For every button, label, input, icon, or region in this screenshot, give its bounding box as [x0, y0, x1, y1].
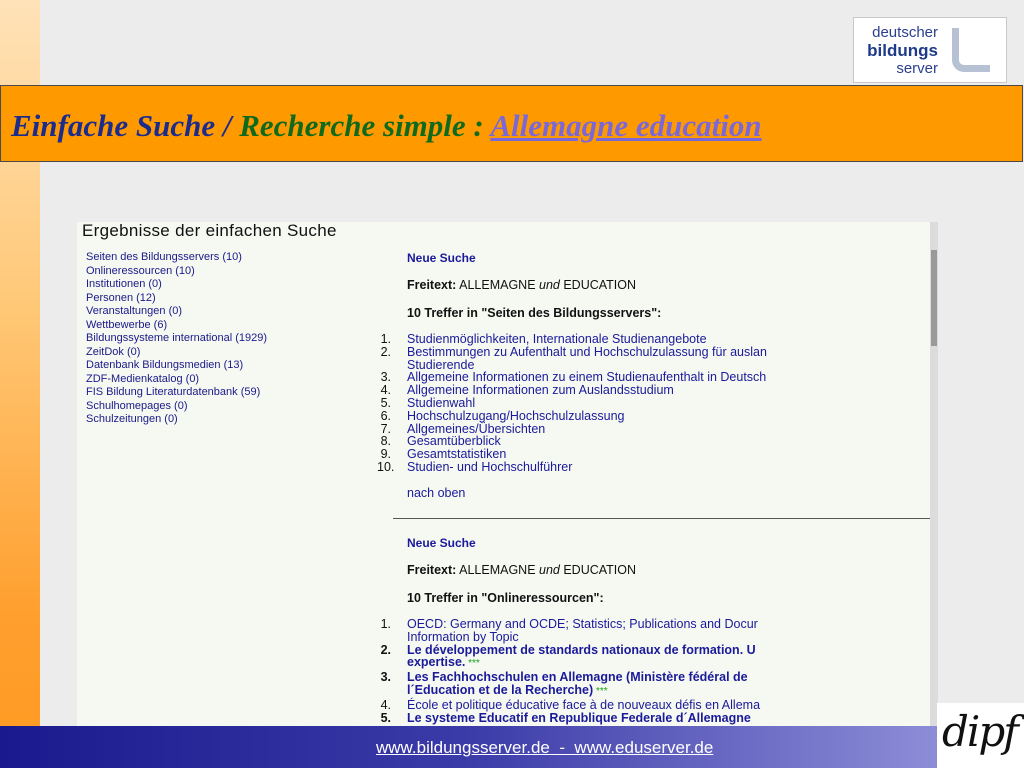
- results-heading: Ergebnisse der einfachen Suche: [82, 222, 337, 240]
- title-search-term-link[interactable]: Allemagne education: [490, 108, 762, 143]
- category-link[interactable]: Veranstaltungen (0): [86, 305, 183, 317]
- result-number: 4.: [380, 697, 391, 712]
- result-category-list: [86, 251, 267, 427]
- category-link[interactable]: ZeitDok (0): [86, 345, 141, 358]
- result-item[interactable]: [377, 461, 767, 474]
- freitext-term-2: EDUCATION: [559, 563, 637, 577]
- freitext-label: Freitext:: [407, 563, 457, 577]
- result-title[interactable]: Allgemeine Informationen zum Auslandsstudium: [407, 383, 674, 398]
- result-item-continuation[interactable]: [377, 684, 760, 699]
- result-number: 2.: [380, 642, 391, 657]
- logo-corner-mark: [952, 28, 990, 72]
- result-title[interactable]: expertise.: [407, 655, 466, 670]
- vertical-scrollbar[interactable]: [930, 222, 938, 726]
- result-number: 3.: [380, 670, 391, 685]
- rating-stars: ***: [465, 658, 480, 670]
- category-link[interactable]: ZDF-Medienkatalog (0): [86, 372, 200, 385]
- freitext-term-2: EDUCATION: [559, 278, 637, 292]
- freitext-operator: und: [539, 278, 560, 292]
- results-block-onlineressourcen: [377, 507, 930, 726]
- category-link[interactable]: Seiten des Bildungsservers (10): [86, 251, 242, 263]
- footer-bar: [0, 726, 1024, 768]
- result-title[interactable]: Bestimmungen zu Aufenthalt und Hochschulzulassung für auslan: [407, 344, 767, 359]
- slide-title: [11, 108, 762, 144]
- title-recherche-simple: Recherche simple :: [239, 108, 491, 143]
- result-title[interactable]: École et politique éducative face à de nouveaux défis en Allema: [407, 697, 761, 712]
- result-number: 3.: [380, 370, 391, 385]
- neue-suche-link[interactable]: Neue Suche: [407, 536, 476, 550]
- result-number: 1.: [380, 617, 391, 631]
- search-results-screenshot: [77, 222, 938, 726]
- logo-line-3: server: [896, 60, 938, 77]
- result-number: 5.: [380, 710, 391, 725]
- result-title[interactable]: Le développement de standards nationaux de formation. U: [407, 642, 756, 657]
- result-title[interactable]: Studien- und Hochschulführer: [407, 459, 573, 474]
- result-title[interactable]: Allgemeine Informationen zu einem Studienaufenthalt in Deutsch: [407, 370, 767, 385]
- freitext-line: [407, 278, 636, 292]
- category-link[interactable]: Datenbank Bildungsmedien (13): [86, 359, 244, 371]
- neue-suche-link[interactable]: Neue Suche: [407, 251, 476, 265]
- result-title[interactable]: Studienmöglichkeiten, Internationale Studienangebote: [407, 332, 707, 346]
- result-title[interactable]: Information by Topic: [407, 629, 519, 644]
- freitext-line: [407, 563, 636, 577]
- category-link[interactable]: Institutionen (0): [86, 278, 162, 290]
- result-item[interactable]: [377, 712, 760, 725]
- result-title[interactable]: Le systeme Educatif en Republique Federale d´Allemagne: [407, 710, 751, 725]
- logo-line-2: bildungs: [867, 41, 938, 60]
- category-link[interactable]: Schulzeitungen (0): [86, 413, 178, 425]
- result-title[interactable]: OECD: Germany and OCDE; Statistics; Publications and Docur: [407, 617, 758, 631]
- scrollbar-thumb[interactable]: [931, 250, 937, 346]
- result-list: [377, 618, 760, 724]
- deutscher-bildungsserver-logo: [853, 17, 1007, 83]
- results-block-bildungsserver: [377, 222, 930, 512]
- result-number: 2.: [380, 344, 391, 359]
- result-title[interactable]: Allgemeines/Übersichten: [407, 421, 546, 436]
- result-number: 5.: [380, 395, 391, 410]
- freitext-operator: und: [539, 563, 560, 577]
- result-number: 1.: [380, 332, 391, 346]
- footer-links[interactable]: www.bildungsserver.de - www.eduserver.de: [376, 738, 714, 757]
- category-link[interactable]: Schulhomepages (0): [86, 399, 188, 412]
- result-list: [377, 333, 767, 474]
- category-link[interactable]: Bildungssysteme international (1929): [86, 332, 267, 344]
- category-link[interactable]: Onlineressourcen (10): [86, 264, 195, 277]
- result-number: 4.: [380, 383, 391, 398]
- rating-stars: ***: [593, 685, 608, 697]
- result-number: 9.: [380, 447, 391, 462]
- result-number: 10.: [377, 459, 395, 474]
- category-link[interactable]: FIS Bildung Literaturdatenbank (59): [86, 386, 261, 398]
- freitext-term-1: ALLEMAGNE: [456, 563, 540, 577]
- result-title[interactable]: Studierende: [407, 357, 475, 372]
- result-title[interactable]: Studienwahl: [407, 395, 476, 410]
- title-einfache-suche: Einfache Suche: [11, 108, 216, 143]
- freitext-term-1: ALLEMAGNE: [456, 278, 540, 292]
- category-link[interactable]: Personen (12): [86, 291, 156, 304]
- nach-oben-link[interactable]: nach oben: [407, 486, 466, 500]
- result-title[interactable]: l´Education et de la Recherche): [407, 682, 594, 697]
- dipf-logo: [937, 703, 1024, 768]
- result-title[interactable]: Hochschulzugang/Hochschulzulassung: [407, 408, 625, 423]
- result-title[interactable]: Gesamtüberblick: [407, 434, 501, 449]
- title-separator: /: [215, 108, 240, 143]
- category-link[interactable]: Wettbewerbe (6): [86, 318, 168, 331]
- result-number: 8.: [380, 434, 391, 449]
- freitext-label: Freitext:: [407, 278, 457, 292]
- result-number: 6.: [380, 408, 391, 423]
- treffer-heading: 10 Treffer in "Onlineressourcen":: [407, 591, 604, 605]
- dipf-logo-text: dipf: [942, 707, 1017, 756]
- result-title[interactable]: Les Fachhochschulen en Allemagne (Ministère fédéral de: [407, 670, 748, 685]
- result-item-continuation[interactable]: [377, 656, 760, 671]
- result-title[interactable]: Gesamtstatistiken: [407, 447, 507, 462]
- treffer-heading: 10 Treffer in "Seiten des Bildungsservers":: [407, 306, 662, 320]
- title-bar: [0, 85, 1023, 162]
- result-number: 7.: [380, 421, 391, 436]
- logo-line-1: deutscher: [872, 24, 938, 41]
